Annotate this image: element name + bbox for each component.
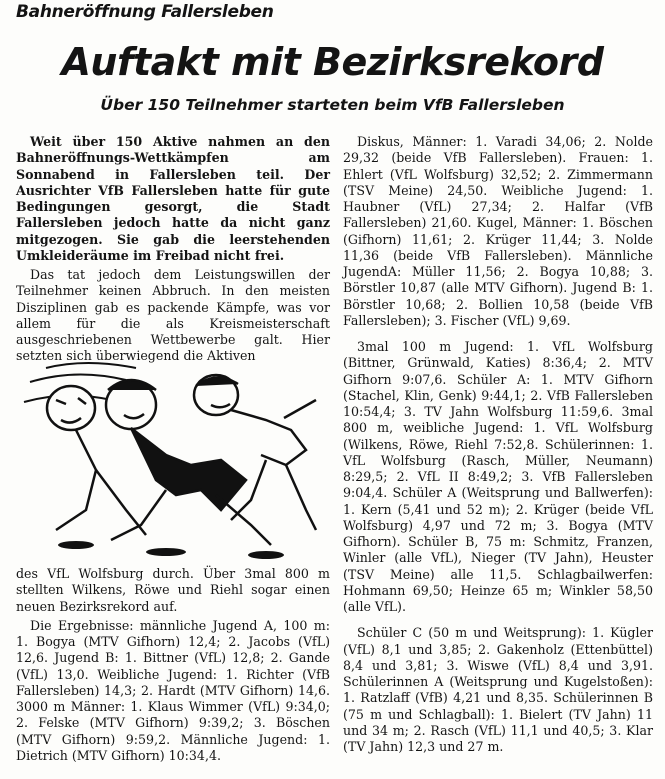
runners-cartoon-icon xyxy=(16,360,330,565)
results-paragraph: 3mal 100 m Jugend: 1. VfL Wolfsburg (Bittner, Grünwald, Katies) 8:36,4; 2. MTV Gifhorn 9:07,6. Schüler A: 1. MTV Gifhorn (Stachel, Klin, Genk) 9:44,1; 2. VfB Fallersleben 10:54,4; 3. TV Jahn Wolfsburg 11:59,6. 3mal 800 m, weibliche Jugend: 1. VfL Wolfsburg (Wilkens, Röwe, Riehl 7:52,8. Schülerinnen: 1. VfL Wolfsburg (Rasch, Müller, Neumann) 8:29,5; 2. VfL II 8:49,2; 3. VfB Fallersleben 9:04,4. Schüler A (Weitsprung und Ballwerfen): 1. Kern (5,41 und 52 m); 2. Krüger (beide VfL Wolfsburg) 4,97 und 72 m; 3. Bogya (MTV Gifhorn). Schüler B, 75 m: Schmitz, Franzen, Winler (alle VfL), Nieger (TV Jahn), Heuster (TSV Meine) alle 11,5. Schlagbailwerfen: Hohmann 69,50; Heinze 65 m; Winkler 58,50 (alle VfL). xyxy=(343,339,653,614)
article-kicker: Bahneröffnung Fallersleben xyxy=(16,2,274,22)
results-paragraph: Diskus, Männer: 1. Varadi 34,06; 2. Nolde 29,32 (beide VfB Fallersleben). Frauen: 1. Ehlert (VfL Wolfsburg) 32,52; 2. Zimmermann (TSV Meine) 24,50. Weibliche Jugend: 1. Haubner (VfL) 27,34; 2. Halfar (VfB Fallersleben) 21,60. Kugel, Männer: 1. Böschen (Gifhorn) 11,61; 2. Krüger 11,44; 3. Nolde 11,36 (beide VfB Fallersleben). Männliche JugendA: Müller 11,56; 2. Bogya 10,88; 3. Börstler 10,87 (alle MTV Gifhorn). Jugend B: 1. Börstler 10,68; 2. Bollien 10,58 (beide VfB Fallersleben); 3. Fischer (VfL) 9,69. xyxy=(343,134,653,328)
article-paragraph: Das tat jedoch dem Leistungswillen der Teilnehmer keinen Abbruch. In den meisten Disziplinen gab es packende Kämpfe, was vor allem für die als Kreismeisterschaft ausgeschriebenen Wettbewerbe galt. Hier setzten sich überwiegend die Aktiven xyxy=(16,267,330,364)
article-column-left-continued xyxy=(16,566,330,764)
article-column-right xyxy=(343,134,653,755)
results-paragraph: Die Ergebnisse: männliche Jugend A, 100 m: 1. Bogya (MTV Gifhorn) 12,4; 2. Jacobs (VfL) 12,6. Jugend B: 1. Bittner (VfL) 12,8; 2. Gande (VfL) 13,0. Weibliche Jugend: 1. Richter (VfB Fallersleben) 14,3; 2. Hardt (MTV Gifhorn) 14,6. 3000 m Männer: 1. Klaus Wimmer (VfL) 9:34,0; 2. Felske (MTV Gifhorn) 9:39,2; 3. Böschen (MTV Gifhorn) 9:59,2. Männliche Jugend: 1. Dietrich (MTV Gifhorn) 10:34,4. xyxy=(16,617,330,763)
article-headline: Auftakt mit Bezirksrekord xyxy=(61,40,604,84)
article-column-left xyxy=(16,134,330,365)
article-paragraph: des VfL Wolfsburg durch. Über 3mal 800 m stellten Wilkens, Röwe und Riehl sogar einen neuen Bezirksrekord auf. xyxy=(16,566,330,614)
results-paragraph: Schüler C (50 m und Weitsprung): 1. Kügler (VfL) 8,1 und 3,85; 2. Gakenholz (Ettenbüttel) 8,4 und 3,81; 3. Wiswe (VfL) 8,4 und 3,91. Schülerinnen A (Weitsprung und Kugelstoßen): 1. Ratzlaff (VfB) 4,21 und 8,35. Schülerinnen B (75 m und Schlagball): 1. Bielert (TV Jahn) 11 und 34 m; 2. Rasch (VfL) 11,1 und 40,5; 3. Klar (TV Jahn) 12,3 und 27 m. xyxy=(343,625,653,754)
article-subhead: Über 150 Teilnehmer starteten beim VfB Fallersleben xyxy=(100,96,565,114)
article-lead-paragraph: Weit über 150 Aktive nahmen an den Bahneröffnungs-Wettkämpfen am Sonnabend in Fallersleben teil. Der Ausrichter VfB Fallersleben hatte für gute Bedingungen gesorgt, die Stadt Fallersleben jedoch hatte da nicht ganz mitgezogen. Sie gab die leerstehenden Umkleideräume im Freibad nicht frei. xyxy=(16,134,330,263)
